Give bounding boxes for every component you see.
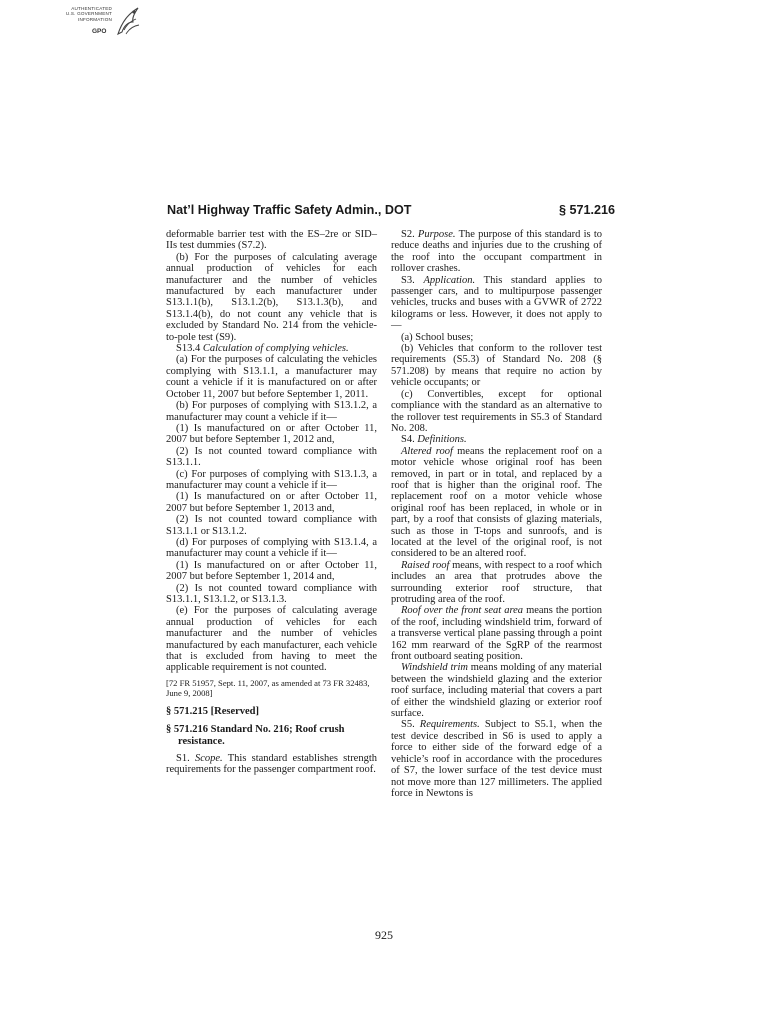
- citation: [72 FR 51957, Sept. 11, 2007, as amended at 73 FR 32483, June 9, 2008]: [166, 677, 370, 699]
- seal-text: [54, 6, 112, 22]
- left-column: [166, 229, 377, 775]
- definition-term: Windshield trim: [401, 662, 468, 674]
- definition-raised-roof: [391, 560, 602, 606]
- paragraph-s13-4: [166, 343, 377, 354]
- section-text: This standard applies to passenger cars, and to multipurpose passenger vehicles, trucks and buses with a GVWR of 2722 kilograms or less. However, it does not apply to—: [391, 274, 603, 332]
- definition-windshield-trim: [391, 662, 602, 719]
- paragraph: (1) Is manufactured on or after October 11, 2007 but before September 1, 2014 and,: [166, 559, 377, 583]
- definition-term: Raised roof: [401, 559, 450, 571]
- section-title: Definitions.: [417, 434, 467, 446]
- section-text: This standard establishes strength requirements for the passenger compartment roof.: [166, 752, 378, 776]
- seal-gpo: GPO: [92, 28, 107, 35]
- section-text: The purpose of this standard is to reduce deaths and injuries due to the crushing of the roof into the occupant compartment in rollover crashes.: [391, 229, 602, 275]
- paragraph: (1) Is manufactured on or after October 11, 2007 but before September 1, 2012 and,: [166, 422, 377, 446]
- section-number: S3.: [401, 274, 415, 286]
- page-number: 925: [375, 928, 393, 942]
- section-text: Subject to S5.1, when the test device described in S6 is used to apply a force to either side of the forward edge of a vehicle’s roof in accordance with the procedures of S7, the lower surface of the test device must not move more than 127 millimeters. The applied force in Newtons is: [391, 719, 602, 799]
- paragraph: (2) Is not counted toward compliance with S13.1.1.: [166, 445, 377, 469]
- section-number: S13.4: [176, 343, 201, 355]
- agency-heading: Nat’l Highway Traffic Safety Admin., DOT: [167, 203, 412, 217]
- paragraph: deformable barrier test with the ES–2re or SID–IIs test dummies (S7.2).: [166, 229, 377, 252]
- definition-roof-front-seat: [391, 605, 602, 662]
- paragraph-s3: [391, 275, 602, 332]
- paragraph: (b) For purposes of complying with S13.1.2, a manufacturer may count a vehicle if it—: [166, 400, 377, 423]
- section-title: Scope.: [194, 752, 223, 764]
- paragraph: (b) For the purposes of calculating average annual production of vehicles for each manufacturer and the number of vehicles manufactured by each manufacturer under S13.1.1(b), S13.1.2(b), S13.1.3(b), and S13.1.4(b), do not count any vehicle that is excluded by Standard No. 214 from the vehicle-to-pole test (S9).: [166, 251, 377, 343]
- paragraph-s1: [166, 753, 377, 776]
- seal-line-2: U.S. GOVERNMENT: [65, 11, 112, 17]
- paragraph-s5: [391, 719, 602, 799]
- paragraph: (a) School buses;: [401, 331, 474, 343]
- paragraph: (2) Is not counted toward compliance with S13.1.1 or S13.1.2.: [166, 514, 377, 537]
- paragraph: (a) For the purposes of calculating the vehicles complying with S13.1.1, a manufacturer may count a vehicle if it is manufactured on or after October 11, 2007 but before September 1, 2011.: [166, 354, 377, 400]
- section-title: Requirements.: [419, 719, 480, 731]
- paragraph: (1) Is manufactured on or after October 11, 2007 but before September 1, 2013 and,: [166, 491, 377, 514]
- section-heading-571-216: § 571.216 Standard No. 216; Roof crush resistance.: [166, 724, 345, 747]
- running-head: [167, 203, 615, 219]
- section-number: S2.: [401, 229, 415, 240]
- gpo-authentication-seal: [54, 4, 144, 44]
- seal-line-3: INFORMATION: [77, 16, 112, 22]
- definition-altered-roof: [391, 446, 602, 560]
- section-number: S1.: [176, 752, 190, 764]
- definition-text: means the portion of the roof, including windshield trim, forward of a transverse vertical plane passing through a point 162 mm rearward of the SgRP of the rearmost front outboard seating position.: [391, 605, 603, 663]
- section-number: S5.: [401, 719, 415, 731]
- right-column: [391, 229, 602, 799]
- paragraph: (2) Is not counted toward compliance with S13.1.1, S13.1.2, or S13.1.3.: [166, 582, 377, 605]
- paragraph: (d) For purposes of complying with S13.1.4, a manufacturer may count a vehicle if it—: [166, 536, 377, 560]
- paragraph: (b) Vehicles that conform to the rollover test requirements (S5.3) of Standard No. 208 (§ 571.208) by means that require no action by vehicle occupants; or: [391, 343, 602, 389]
- section-title: Purpose.: [417, 229, 456, 240]
- section-title: Calculation of complying vehicles.: [202, 343, 349, 355]
- paragraph-s2: [391, 229, 602, 275]
- definition-term: Roof over the front seat area: [401, 605, 524, 617]
- seal-line-1: AUTHENTICATED: [71, 6, 112, 11]
- paragraph-s4: [391, 434, 602, 445]
- definition-text: means the replacement roof on a motor vehicle whose original roof has been removed, in part or in total, and replaced by a roof that is higher than the original roof. The replacement roof on a motor vehicle whose original roof has been replaced, in whole or in part, by a roof that consists of glazing materials, such as those in T-tops and sunroofs, and is located at the level of the original roof, is not considered to be an altered roof.: [391, 445, 602, 560]
- paragraph: (c) Convertibles, except for optional compliance with the standard as an alternative to the rollover test requirements in S5.3 of Standard No. 208.: [391, 388, 602, 434]
- paragraph: (e) For the purposes of calculating average annual production of vehicles for each manufacturer and the number of vehicles manufactured by each manufacturer, each vehicle that is excluded from having to meet the applicable requirement is not counted.: [166, 605, 377, 674]
- section-heading-571-215: § 571.215 [Reserved]: [166, 706, 260, 718]
- definition-text: means molding of any material between the windshield glazing and the exterior roof surface, including material that covers a part of either the windshield glazing or exterior roof surface.: [391, 662, 602, 720]
- paragraph: (c) For purposes of complying with S13.1.3, a manufacturer may count a vehicle if it—: [166, 468, 377, 491]
- section-title: Application.: [423, 274, 476, 286]
- definition-term: Altered roof: [401, 445, 453, 457]
- definition-text: means, with respect to a roof which includes an area that protrudes above the surrounding exterior roof structure, that protruding area of the roof.: [391, 559, 602, 605]
- section-heading: § 571.216: [558, 203, 615, 217]
- eagle-icon: [114, 4, 142, 42]
- section-number: S4.: [401, 434, 415, 446]
